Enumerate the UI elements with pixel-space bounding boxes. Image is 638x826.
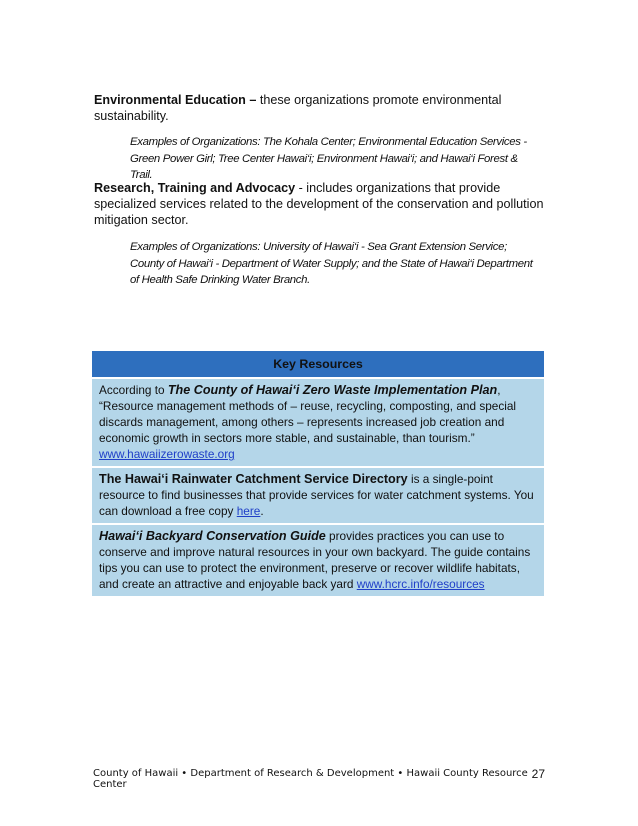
resource-rainwater-end: . — [260, 504, 264, 518]
page-number: 27 — [531, 767, 545, 781]
key-resources-table — [92, 351, 544, 598]
research-examples: Examples of Organizations: University of Hawai‘i - Sea Grant Extension Service; County of Hawai‘i - Department of Water Supply; and the State of Hawai‘i Department of Health Safe Drinking Water Branch. — [130, 241, 533, 286]
research-heading: Research, Training and Advocacy — [94, 181, 296, 195]
environmental-education-heading: Environmental Education – — [94, 93, 257, 107]
environmental-education-paragraph — [94, 92, 546, 124]
backyard-guide-title: Hawai‘i Backyard Conservation Guide — [99, 529, 326, 543]
rainwater-download-link[interactable]: here — [236, 504, 261, 518]
resource-zero-waste-text: , “Resource management methods of – reuse, recycling, composting, and special discards management, among others – represents increased job creation and economic growth in sectors more stable, and sustainable, than tourism.” — [99, 383, 517, 445]
key-resources-title: Key Resources — [92, 351, 544, 378]
environmental-education-examples: Examples of Organizations: The Kohala Center; Environmental Education Services - Green Power Girl; Tree Center Hawai‘i; Environment Hawai‘i; and Hawai‘i Forest & Trail. — [130, 136, 527, 181]
resource-zero-waste — [92, 378, 544, 467]
resource-rainwater — [92, 467, 544, 524]
hcrc-resources-link[interactable]: www.hcrc.info/resources — [356, 577, 485, 591]
rainwater-directory-title: The Hawai‘i Rainwater Catchment Service Directory — [99, 472, 408, 486]
page-footer — [93, 768, 545, 790]
resource-zero-waste-intro: According to — [99, 383, 168, 397]
resource-rainwater-text: is a single-point resource to find businesses that provide services for water catchment systems. You can download a free copy — [99, 472, 534, 518]
environmental-education-text: these organizations promote environmental sustainability. — [94, 93, 502, 123]
research-paragraph — [94, 180, 546, 228]
research-text: - includes organizations that provide specialized services related to the development of the conservation and pollution mitigation sector. — [94, 181, 544, 227]
resource-backyard-text: provides practices you can use to conserve and improve natural resources in your own backyard. The guide contains tips you can use to protect the environment, preserve or recover wildlife habitats, and create an attractive and enjoyable back yard — [99, 529, 531, 591]
zero-waste-link[interactable]: www.hawaiizerowaste.org — [99, 447, 235, 461]
resource-backyard — [92, 524, 544, 597]
footer-text: County of Hawaii • Department of Research & Development • Hawaii County Resource Center — [93, 768, 528, 790]
zero-waste-plan-title: The County of Hawai‘i Zero Waste Implementation Plan — [167, 383, 498, 397]
